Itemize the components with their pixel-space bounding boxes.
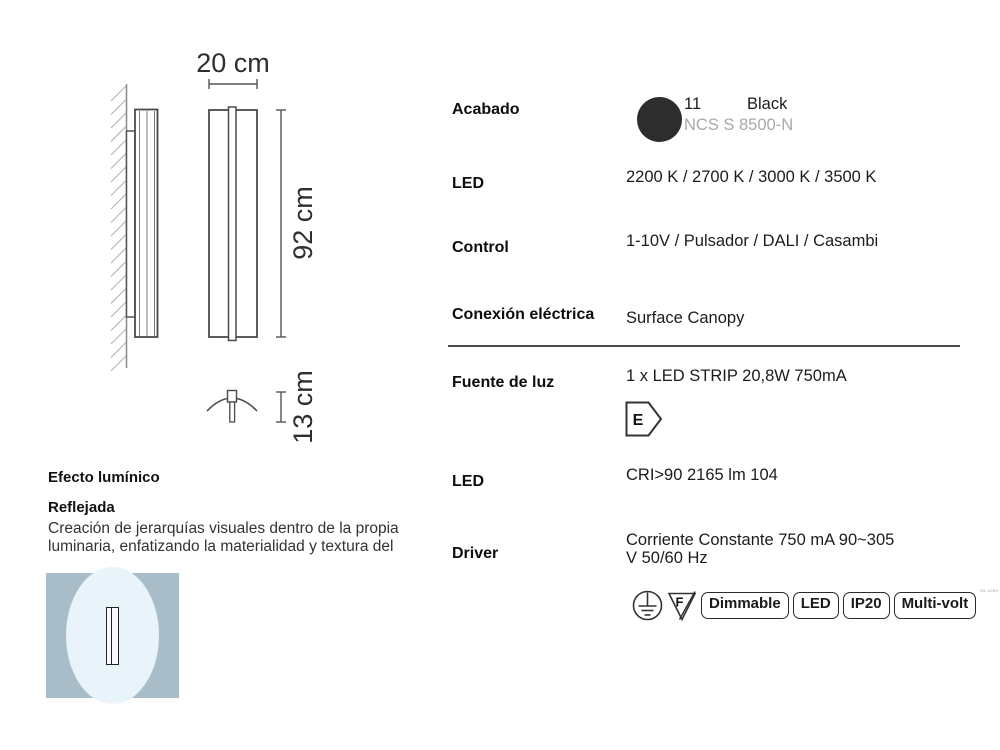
depth-dimension-label: 13 cm [288,370,318,444]
spec-value-driver-line1: Corriente Constante 750 mA 90~305 [626,531,895,549]
lamp-silhouette-line [111,608,112,664]
spec-label-control: Control [452,239,509,256]
spec-label-electrical-connection: Conexión eléctrica [452,306,595,323]
effect-description: Creación de jerarquías visuales dentro de la propia luminaria, enfatizando la materialidad y textura del [48,520,399,556]
side-view [127,110,158,338]
ground-icon [632,590,663,621]
effect-title: Efecto lumínico [48,469,160,486]
spec-value-driver-line2: V 50/60 Hz [626,549,708,567]
spec-value-control: 1-10V / Pulsador / DALI / Casambi [626,232,879,250]
front-view [209,107,257,341]
dimension-height [276,110,286,337]
spec-label-light-source: Fuente de luz [452,374,555,391]
flammable-surface-f-icon [667,590,697,621]
width-dimension-label: 20 cm [196,48,270,78]
spec-label-led2: LED [452,473,484,490]
dimension-depth [276,392,286,422]
finish-ncs-code: NCS S 8500-N [684,116,794,134]
spec-label-driver: Driver [452,545,499,562]
effect-subtitle: Reflejada [48,499,115,516]
technical-drawing [0,0,360,470]
bottom-view [207,391,257,423]
spec-label-led: LED [452,175,484,192]
badge-ip20: IP20 [843,592,890,618]
energy-class-letter: E [632,412,644,429]
finish-name: Black [747,95,788,113]
height-dimension-label: 92 cm [288,186,318,260]
spec-value-electrical-connection: Surface Canopy [626,309,745,327]
spec-label-finish: Acabado [452,101,520,118]
finish-code: 11 [684,95,702,113]
svg-text:F: F [675,594,684,610]
badge-multi-volt: Multi-volt [894,592,977,618]
dimension-width [209,79,257,89]
multi-volt-superscript: 90-305V [980,588,999,593]
wall-hatching-lines [111,86,126,371]
spec-value-led-performance: CRI>90 2165 lm 104 [626,466,778,484]
spec-value-led-temps: 2200 K / 2700 K / 3000 K / 3500 K [626,168,877,186]
spec-value-light-source: 1 x LED STRIP 20,8W 750mA [626,367,847,385]
light-effect-block [48,469,450,557]
finish-color-swatch [637,97,682,142]
energy-class-badge [625,401,663,437]
certification-icon-row [632,590,999,621]
badge-dimmable: Dimmable [701,592,789,618]
badge-led: LED [793,592,839,618]
lamp-silhouette [106,607,119,665]
section-divider [448,345,960,347]
light-effect-image [46,573,179,698]
